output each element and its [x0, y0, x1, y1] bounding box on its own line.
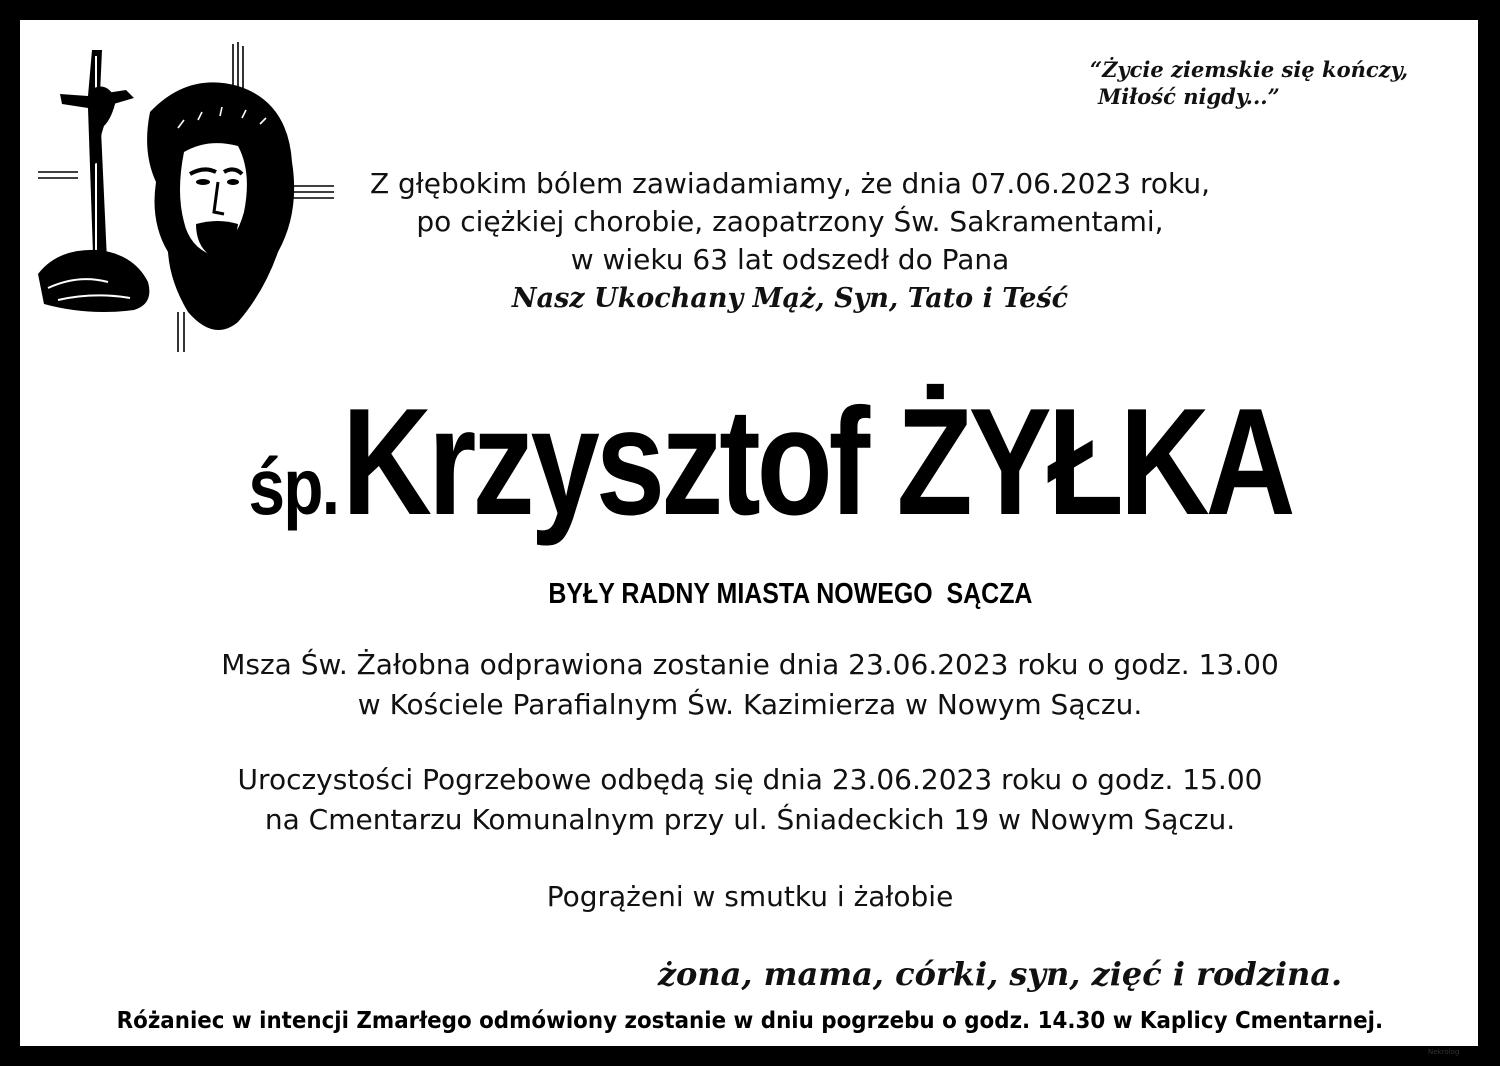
rosary-text: Różaniec w intencji Zmarłego odmówiony zostanie w dniu pogrzebu o godz. 14.30 w Kaplicy Cmentarnej.: [116, 1008, 1384, 1034]
mass-info: [150, 645, 1350, 725]
function-text: BYŁY RADNY MIASTA NOWEGO SĄCZA: [547, 578, 1033, 610]
announcement-intro: [300, 165, 1280, 279]
intro-line-1: Z głębokim bólem zawiadamiamy, że dnia 07.06.2023 roku,: [369, 167, 1211, 200]
deceased-name: Krzysztof ŻYŁKA: [342, 377, 1292, 547]
deceased-prefix: śp.: [248, 442, 339, 531]
funeral-line-2: na Cmentarzu Komunalnym przy ul. Śniadeckich 19 w Nowym Sączu.: [264, 803, 1236, 836]
mass-line-1: Msza Św. Żałobna odprawiona zostanie dnia 23.06.2023 roku o godz. 13.00: [221, 648, 1279, 681]
rosary-notice: [0, 1008, 1500, 1034]
family-signature: żona, mama, córki, syn, zięć i rodzina.: [657, 955, 1343, 993]
quote-block: [1090, 56, 1408, 110]
intro-line-2: po ciężkiej chorobie, zaopatrzony Św. Sakramentami,: [416, 205, 1164, 238]
intro-line-3: w wieku 63 lat odszedł do Pana: [570, 243, 1010, 276]
deceased-name-block: [120, 368, 1420, 547]
funeral-line-1: Uroczystości Pogrzebowe odbędą się dnia 23.06.2023 roku o godz. 15.00: [237, 763, 1263, 796]
funeral-info: [150, 760, 1350, 840]
quote-line-2: Miłość nigdy...”: [1098, 84, 1280, 109]
mourners-line: Pogrążeni w smutku i żałobie: [546, 880, 954, 913]
deceased-function: [300, 578, 1280, 611]
christ-cross-emblem-icon: [38, 42, 338, 354]
quote-line-1: “Życie ziemskie się kończy,: [1090, 57, 1409, 82]
relation-line: Nasz Ukochany Mąż, Syn, Tato i Teść: [511, 283, 1069, 314]
footer-tag: Nekrolog: [1428, 1048, 1460, 1056]
mass-line-2: w Kościele Parafialnym Św. Kazimierza w Nowym Sączu.: [357, 688, 1143, 721]
